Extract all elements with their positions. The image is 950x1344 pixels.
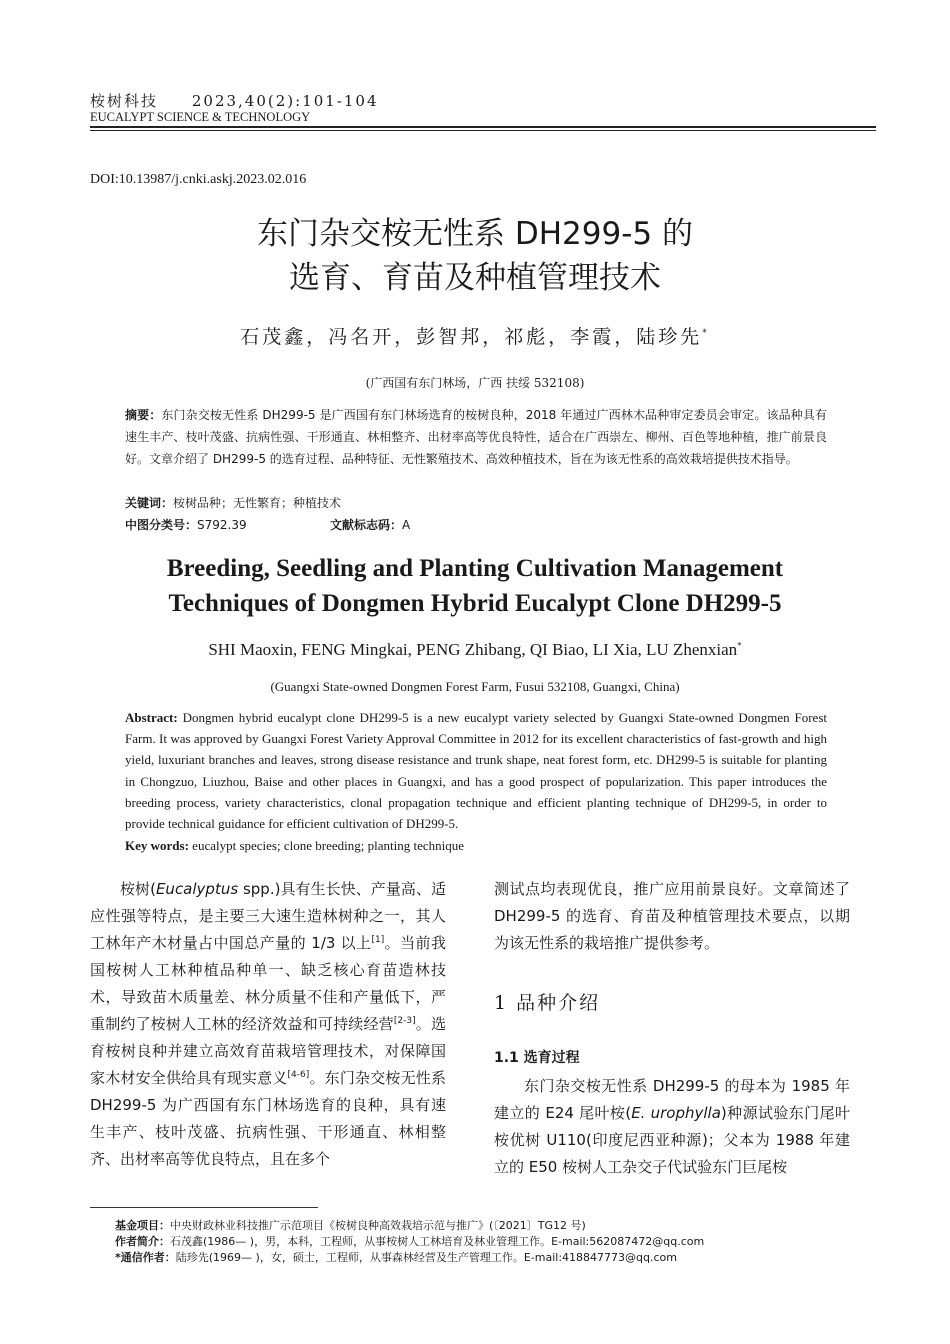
corresponding-mark: * bbox=[702, 328, 710, 339]
intro-paragraph bbox=[90, 876, 446, 1173]
abstract-en bbox=[125, 707, 827, 834]
citation-2-3: [2-3] bbox=[393, 1016, 416, 1026]
classification-text: S792.39 bbox=[197, 518, 247, 532]
citation-4-6: [4-6] bbox=[287, 1070, 310, 1080]
citation-1: [1] bbox=[371, 935, 385, 945]
abstract-cn-label: 摘要： bbox=[125, 408, 162, 422]
header-rule-thin bbox=[90, 130, 876, 131]
doc-code-text: A bbox=[402, 518, 411, 532]
affiliation-cn: (广西国有东门林场，广西 扶绥 532108) bbox=[365, 376, 585, 390]
keywords-cn-text: 桉树品种；无性繁育；种植技术 bbox=[173, 496, 342, 510]
corresponding-mark-en: * bbox=[737, 640, 742, 651]
abstract-cn bbox=[125, 404, 827, 470]
corresponding-text: 陆珍先(1969— )，女，硕士，工程师，从事森林经营及生产管理工作。E-mail:418847773@qq.com bbox=[175, 1251, 677, 1264]
title-en-line2: Techniques of Dongmen Hybrid Eucalypt Clone DH299-5 bbox=[168, 590, 782, 617]
authors-cn-text: 石茂鑫，冯名开，彭智邦，祁彪，李霞，陆珍先 bbox=[240, 326, 703, 348]
genus-name: Eucalyptus bbox=[155, 880, 239, 898]
abstract-cn-text: 东门杂交桉无性系 DH299-5 是广西国有东门林场选育的桉树良种，2018 年通过广西林木品种审定委员会审定。该品种具有速生丰产、枝叶茂盛、抗病性强、干形通直、林相整齐、出材率高等优良特性，适合在广西崇左、柳州、百色等地种植，推广前景良好。文章介绍了 DH299-5 的选育过程、品种特征、无性繁殖技术、高效种植技术，旨在为该无性系的高效栽培提供技术指导。 bbox=[125, 408, 827, 466]
section-1-1-heading: 1.1 选育过程 bbox=[494, 1050, 580, 1066]
breeding-text-b: )种源试验东门尾叶桉优树 U110(印度尼西亚种源)；父本为 1988 年建立的 E50 桉树人工杂交子代试验东门巨尾桉 bbox=[494, 1104, 850, 1176]
header-rule-thick bbox=[90, 126, 876, 128]
footnote-corresponding bbox=[115, 1250, 677, 1266]
classification-label: 中图分类号： bbox=[125, 518, 198, 532]
fund-label: 基金项目： bbox=[115, 1219, 170, 1232]
breeding-paragraph bbox=[494, 1073, 850, 1181]
journal-header bbox=[90, 90, 379, 111]
intro-text-d: 。选育桉树良种并建立高效育苗栽培管理技术，对保障国家木材安全供给具有现实意义 bbox=[90, 1015, 446, 1087]
intro-text-e: 。东门杂交桉无性系 DH299-5 为广西国有东门林场选育的良种，具有速生丰产、枝叶茂盛、抗病性强、干形通直、林相整齐、出材率高等优良特点，且在多个 bbox=[90, 1069, 446, 1168]
intro-text-b: spp.)具有生长快、产量高、适应性强等特点，是主要三大速生造林树种之一，其人工林年产木材量占中国总产量的 1/3 以上 bbox=[90, 880, 446, 952]
journal-name-cn: 桉树科技 bbox=[90, 92, 159, 110]
keywords-en-label: Key words: bbox=[125, 838, 189, 853]
author-bio-label: 作者简介： bbox=[115, 1235, 170, 1248]
species-name: E. urophylla bbox=[631, 1104, 721, 1122]
footnote-fund bbox=[115, 1218, 586, 1234]
authors-en-text: SHI Maoxin, FENG Mingkai, PENG Zhibang, QI Biao, LI Xia, LU Zhenxian bbox=[208, 640, 738, 659]
affiliation-en: (Guangxi State-owned Dongmen Forest Farm, Fusui 532108, Guangxi, China) bbox=[270, 679, 680, 694]
journal-issue: 2023,40(2):101-104 bbox=[191, 92, 379, 110]
document-code bbox=[330, 516, 410, 533]
fund-text: 中央财政林业科技推广示范项目《桉树良种高效栽培示范与推广》(〔2021〕TG12 号) bbox=[170, 1219, 586, 1232]
title-en-line1: Breeding, Seedling and Planting Cultivation Management bbox=[166, 555, 784, 582]
title-cn-line2: 选育、育苗及种植管理技术 bbox=[289, 260, 661, 296]
keywords-en bbox=[125, 838, 464, 854]
doi: DOI:10.13987/j.cnki.askj.2023.02.016 bbox=[90, 172, 307, 187]
authors-en bbox=[0, 640, 950, 660]
footnote-author bbox=[115, 1234, 704, 1250]
keywords-en-text: eucalypt species; clone breeding; planting technique bbox=[188, 838, 464, 853]
abstract-en-text: Dongmen hybrid eucalypt clone DH299-5 is a new eucalypt variety selected by Guangxi State-owned Dongmen Forest Farm. It was approved by Guangxi Forest Variety Approval Committee in 2012 for its excellent characteristics of fast-growth and high yield, luxuriant branches and leaves, strong disease resistance and trunk shape, neat forest form, etc. DH299-5 is suitable for planting in Chongzuo, Liuzhou, Baise and other places in Guangxi, and has a good prospect of popularization. This paper introduces the breeding process, variety characteristics, clonal propagation technique and efficient planting technique of DH299-5, in order to provide technical guidance for efficient cultivation of DH299-5. bbox=[125, 710, 827, 832]
keywords-cn-label: 关键词： bbox=[125, 496, 174, 510]
authors-cn bbox=[0, 322, 950, 349]
corresponding-label: *通信作者： bbox=[115, 1251, 176, 1264]
journal-name-en: EUCALYPT SCIENCE & TECHNOLOGY bbox=[90, 110, 311, 124]
doc-code-label: 文献标志码： bbox=[330, 518, 403, 532]
title-cn-line1: 东门杂交桉无性系 DH299-5 的 bbox=[257, 216, 693, 252]
intro-continued: 测试点均表现优良，推广应用前景良好。文章简述了 DH299-5 的选育、育苗及种植管理技术要点，以期为该无性系的栽培推广提供参考。 bbox=[494, 880, 850, 952]
intro-text-a: 桉树( bbox=[120, 880, 156, 898]
footnote-rule bbox=[90, 1207, 318, 1208]
classification-code bbox=[125, 516, 247, 533]
section-1-heading: 1 品种介绍 bbox=[494, 992, 601, 1014]
keywords-cn bbox=[125, 494, 341, 511]
abstract-en-label: Abstract: bbox=[125, 710, 178, 725]
breeding-text-a: 东门杂交桉无性系 DH299-5 的母本为 1985 年建立的 E24 尾叶桉( bbox=[494, 1077, 850, 1122]
author-bio-text: 石茂鑫(1986— )，男，本科，工程师，从事桉树人工林培育及林业管理工作。E-mail:562087472@qq.com bbox=[170, 1235, 705, 1248]
intro-text-c: 。当前我国桉树人工林种植品种单一、缺乏核心育苗造林技术，导致苗木质量差、林分质量不佳和产量低下，严重制约了桉树人工林的经济效益和可持续经营 bbox=[90, 934, 446, 1033]
